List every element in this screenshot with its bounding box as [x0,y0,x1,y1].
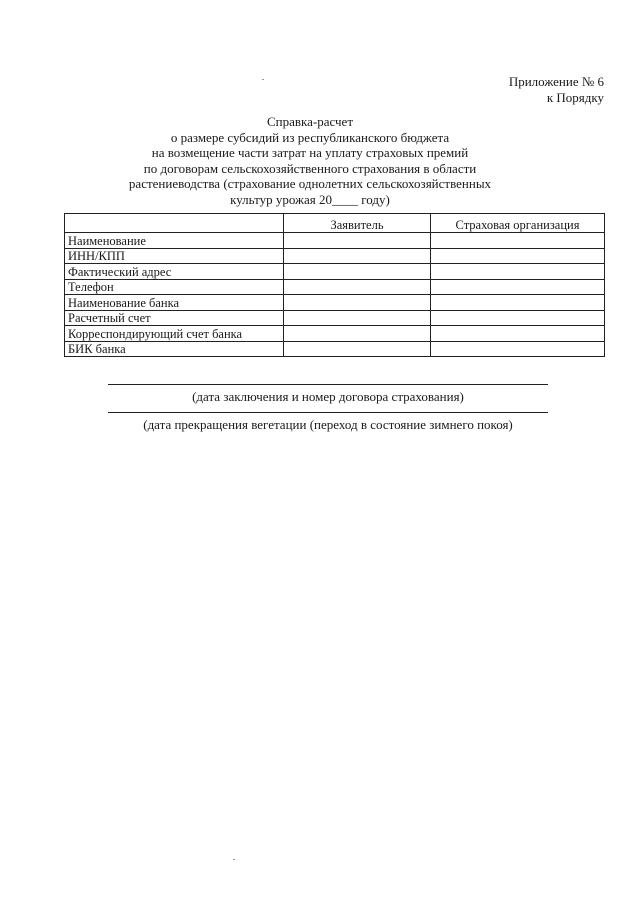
table-row [65,279,605,295]
insurer-cell[interactable] [431,341,605,357]
applicant-cell[interactable] [284,233,431,249]
applicant-cell[interactable] [284,248,431,264]
vegetation-signature-field[interactable] [108,412,548,433]
contract-fill-line [108,384,548,385]
row-label-corr-account: Корреспондирующий счет банка [65,326,284,342]
header-applicant: Заявитель [284,214,431,233]
applicant-cell[interactable] [284,326,431,342]
row-label-address: Фактический адрес [65,264,284,280]
title-line: по договорам сельскохозяйственного страхования в области [143,160,477,176]
header-blank [65,214,284,233]
insurer-cell[interactable] [431,310,605,326]
applicant-cell[interactable] [284,279,431,295]
table-row [65,264,605,280]
insurer-cell[interactable] [431,264,605,280]
row-label-name: Наименование [65,233,284,249]
applicant-cell[interactable] [284,310,431,326]
table-row [65,310,605,326]
row-label-bank-name: Наименование банка [65,295,284,311]
header-insurer: Страховая организация [431,214,605,233]
table-header-row [65,214,605,233]
insurer-cell[interactable] [431,295,605,311]
table-row [65,233,605,249]
table-row [65,326,605,342]
contract-signature-field[interactable] [108,384,548,405]
insurer-cell[interactable] [431,248,605,264]
applicant-cell[interactable] [284,295,431,311]
title-line: растениеводства (страхование однолетних сельскохозяйственных [128,176,492,191]
table-row [65,295,605,311]
table-row [65,341,605,357]
requisites-table [64,213,605,357]
scan-speck [262,79,264,80]
appendix-reference [509,74,604,106]
title-line: культур урожая 20____ году) [230,191,390,207]
row-label-account: Расчетный счет [65,310,284,326]
title-line: о размере субсидий из республиканского бюджета [170,129,450,145]
document-title [100,114,520,207]
insurer-cell[interactable] [431,326,605,342]
appendix-number: Приложение № 6 [508,74,604,89]
row-label-phone: Телефон [65,279,284,295]
appendix-order: к Порядку [546,90,604,105]
title-heading: Справка-расчет [266,114,354,129]
scan-speck [233,859,235,860]
insurer-cell[interactable] [431,233,605,249]
contract-caption: (дата заключения и номер договора страхования) [192,389,464,404]
row-label-bik: БИК банка [65,341,284,357]
vegetation-fill-line [108,412,548,413]
row-label-inn: ИНН/КПП [65,248,284,264]
insurer-cell[interactable] [431,279,605,295]
title-line: на возмещение части затрат на уплату страховых премий [151,145,469,160]
table-row [65,248,605,264]
vegetation-caption: (дата прекращения вегетации (переход в состояние зимнего покоя) [143,417,513,432]
applicant-cell[interactable] [284,264,431,280]
applicant-cell[interactable] [284,341,431,357]
